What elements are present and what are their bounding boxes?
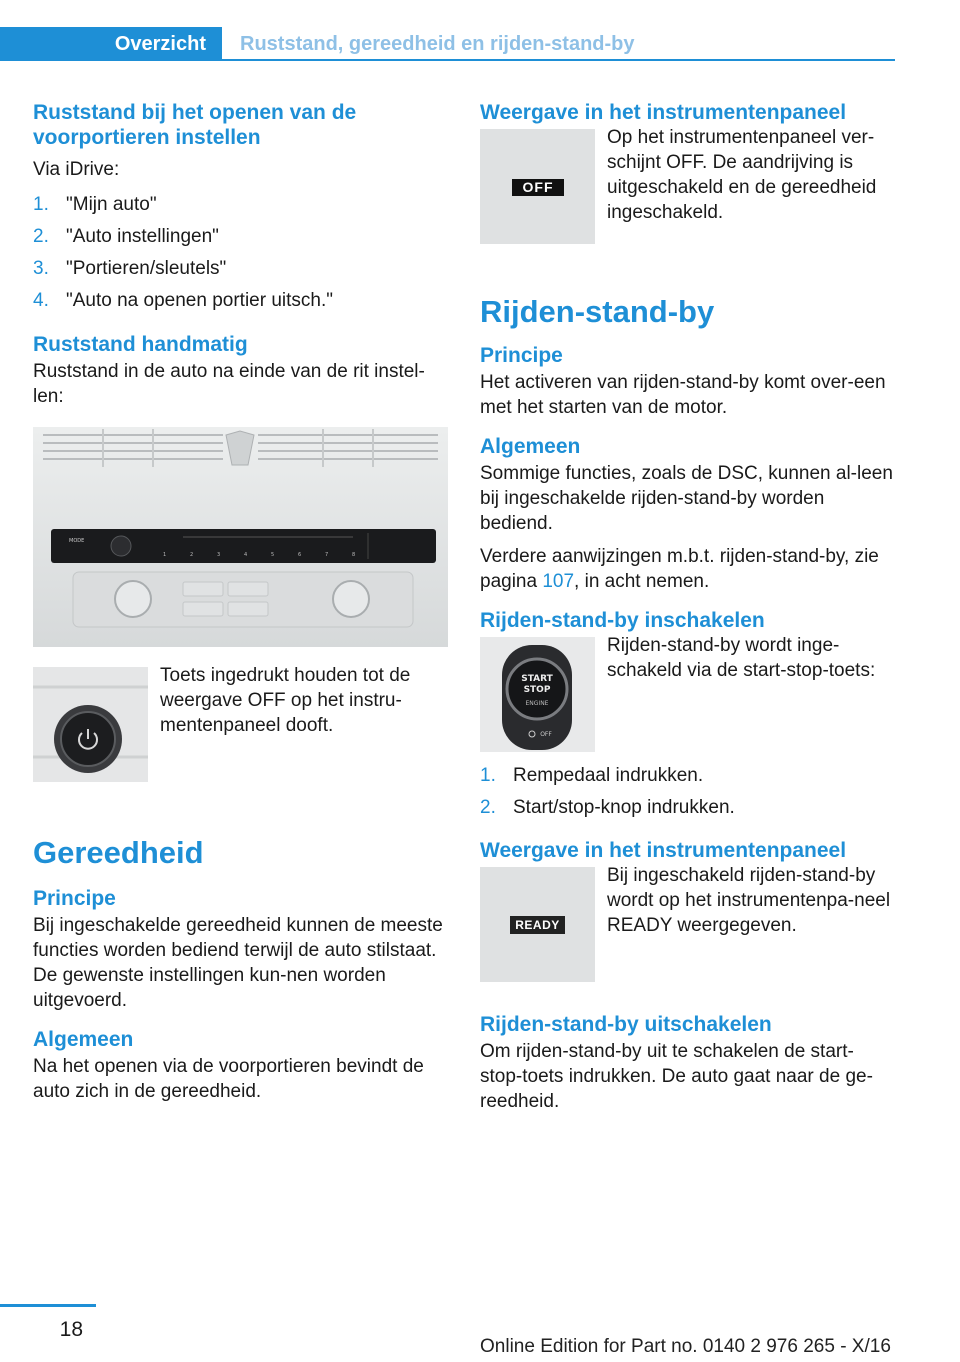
start-stop-figure	[480, 637, 895, 752]
knob-figure	[33, 667, 448, 782]
section-title-weergave-ready: Weergave in het instrumentenpaneel	[480, 839, 847, 862]
list-item: 1. "Mijn auto"	[33, 194, 157, 215]
inschakelen-steps-list	[480, 763, 895, 820]
section-title-ruststand-handmatig: Ruststand handmatig	[33, 333, 248, 356]
preset-label: 3	[217, 552, 221, 558]
rijden-principe-text: Het activeren van rijden-stand-by komt over-een met het starten van de motor.	[480, 372, 886, 418]
start-label: START	[521, 674, 553, 684]
heading-gereedheid: Gereedheid	[33, 835, 204, 870]
rijden-algemeen-text: Sommige functies, zoals de DSC, kunnen al-leen bij ingeschakelde rijden-stand-by worden bediend.	[480, 463, 893, 534]
inschakelen-text: Rijden-stand-by wordt inge-schakeld via de start-stop-toets:	[607, 635, 876, 681]
start-stop-illustration	[480, 637, 595, 752]
power-knob-image	[33, 667, 148, 782]
center-console-illustration	[33, 427, 448, 647]
section-title-principe: Principe	[480, 344, 563, 367]
verdere-aanwijzingen: Verdere aanwijzingen m.b.t. rijden-stand-by, zie pagina 107, in acht nemen.	[480, 546, 879, 592]
list-item: 2. Start/stop-knop indrukken.	[480, 797, 735, 818]
left-column	[33, 100, 448, 1104]
off-display-image	[480, 129, 595, 244]
engine-label: ENGINE	[525, 700, 549, 707]
preset-label: 1	[163, 552, 167, 558]
start-stop-button-image	[480, 637, 595, 752]
preset-label: 7	[325, 552, 329, 558]
preset-label: 8	[352, 552, 356, 558]
list-item: 2. "Auto instellingen"	[33, 226, 219, 247]
heading-rijden-stand-by: Rijden-stand-by	[480, 294, 715, 329]
right-column	[480, 100, 895, 1114]
off-display-figure	[480, 129, 895, 244]
preset-label: 4	[244, 552, 248, 558]
breadcrumb[interactable]: Ruststand, gereedheid en rijden-stand-by	[240, 33, 635, 55]
tab-overzicht[interactable]: Overzicht	[0, 27, 222, 61]
uitschakelen-text: Om rijden-stand-by uit te schakelen de start-stop-toets indrukken. De auto gaat naar de ge-reedheid.	[480, 1041, 873, 1112]
idrive-intro: Via iDrive:	[33, 159, 120, 180]
center-console-image	[33, 427, 448, 647]
ready-display-figure	[480, 867, 895, 982]
header-divider	[222, 59, 895, 61]
page-number: 18	[59, 1318, 83, 1341]
stop-label: STOP	[523, 685, 551, 695]
section-title-algemeen: Algemeen	[480, 435, 581, 458]
knob-instruction: Toets ingedrukt houden tot de weergave OFF op het instru-mentenpaneel dooft.	[160, 665, 411, 736]
weergave-off-text: Op het instrumentenpaneel ver-schijnt OFF. De aandrijving is uitgeschakeld en de gereedheid ingeschakeld.	[607, 127, 877, 223]
display-off-indicator: OFF	[512, 179, 564, 196]
section-title-uitschakelen: Rijden-stand-by uitschakelen	[480, 1013, 772, 1036]
list-item: 1. Rempedaal indrukken.	[480, 765, 704, 786]
preset-label: 6	[298, 552, 302, 558]
footer-accent-bar	[0, 1304, 96, 1307]
power-knob-illustration	[33, 667, 148, 782]
edition-info: Online Edition for Part no. 0140 2 976 265 - X/16	[480, 1336, 891, 1357]
gereedheid-principe-text: Bij ingeschakelde gereedheid kunnen de meeste functies worden bediend terwijl de auto stilstaat. De gewenste instellingen kun-nen worden uitgevoerd.	[33, 915, 443, 1011]
ready-display-image	[480, 867, 595, 982]
idrive-steps-list	[33, 192, 448, 313]
ruststand-handmatig-text: Ruststand in de auto na einde van de rit instel-len:	[33, 361, 425, 407]
page-link-107[interactable]: 107	[542, 571, 575, 592]
display-ready-indicator: READY	[510, 916, 565, 934]
section-title-algemeen: Algemeen	[33, 1028, 134, 1051]
preset-label: 2	[190, 552, 194, 558]
preset-label: 5	[271, 552, 275, 558]
gereedheid-algemeen-text: Na het openen via de voorportieren bevindt de auto zich in de gereedheid.	[33, 1056, 424, 1102]
mode-label: MODE	[69, 538, 85, 544]
section-title-inschakelen: Rijden-stand-by inschakelen	[480, 609, 765, 632]
weergave-ready-text: Bij ingeschakeld rijden-stand-by wordt op het instrumentenpa-neel READY weergegeven.	[607, 865, 891, 936]
section-title-weergave-off: Weergave in het instrumentenpaneel	[480, 101, 847, 124]
off-label: OFF	[540, 731, 552, 738]
list-item: 3. "Portieren/sleutels"	[33, 258, 227, 279]
section-title-ruststand-openen: Ruststand bij het openen van de voorportieren instellen	[33, 101, 357, 149]
list-item: 4. "Auto na openen portier uitsch."	[33, 290, 333, 311]
header-bar	[0, 27, 895, 61]
section-title-principe: Principe	[33, 887, 116, 910]
